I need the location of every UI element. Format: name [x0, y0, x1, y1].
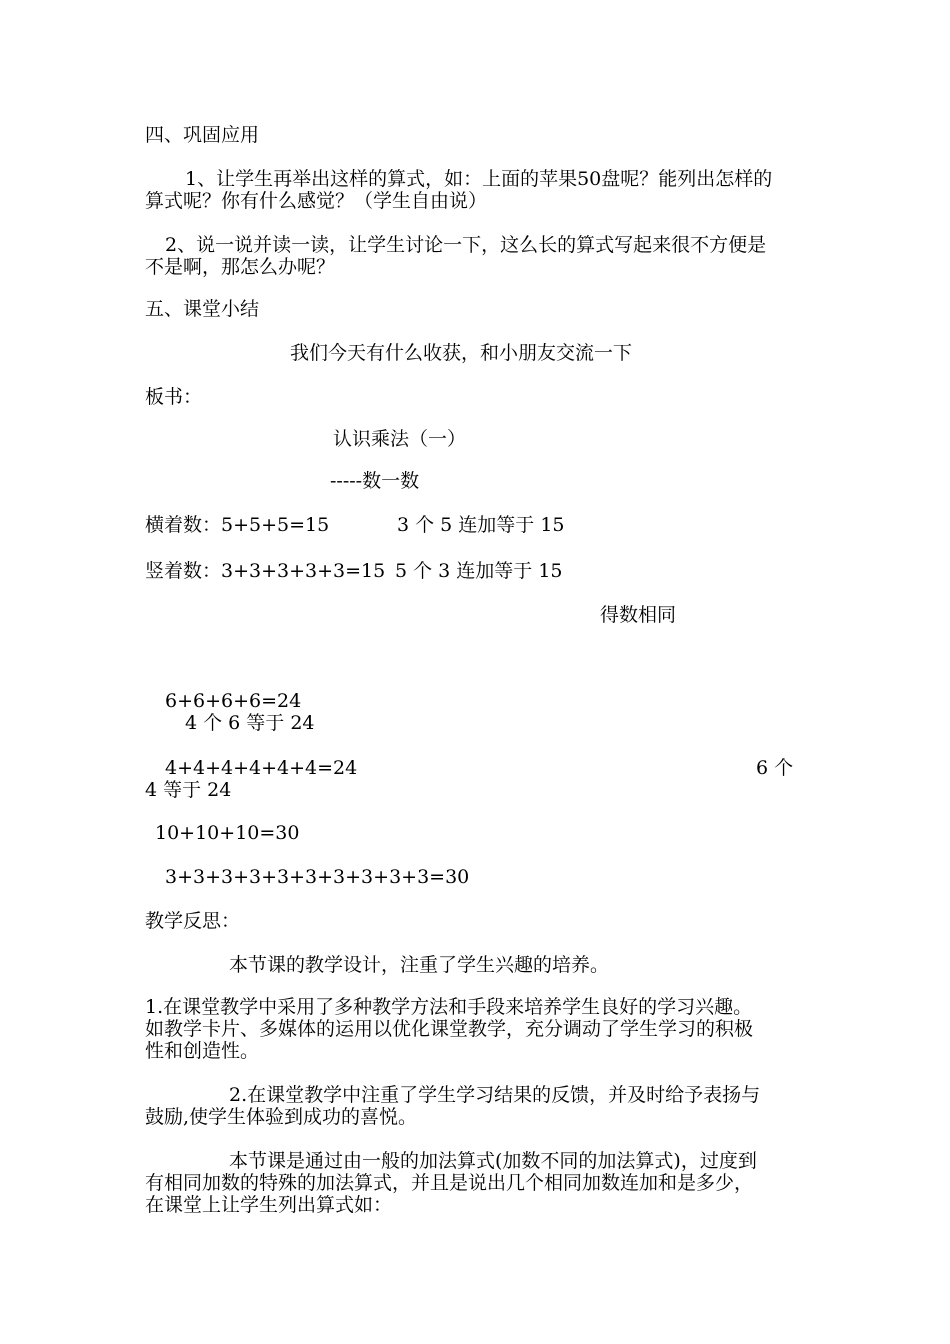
reflection-p1-line2: 如教学卡片、多媒体的运用以优化课堂教学，充分调动了学生学习的积极	[145, 1018, 754, 1040]
example2-description-part2: 4 等于 24	[145, 779, 232, 801]
example1-formula: 6+6+6+6=24	[165, 690, 302, 712]
section5-summary: 我们今天有什么收获，和小朋友交流一下	[290, 342, 633, 364]
example2-description-part1: 6 个	[756, 757, 794, 779]
reflection-p1-line1: 1.在课堂教学中采用了多种教学方法和手段来培养学生良好的学习兴趣。	[145, 996, 753, 1018]
reflection-p3-line2: 有相同加数的特殊的加法算式，并且是说出几个相同加数连加和是多少，	[145, 1172, 754, 1194]
example4-formula: 3+3+3+3+3+3+3+3+3+3=30	[165, 866, 470, 888]
section5-heading: 五、课堂小结	[145, 298, 260, 320]
board-row2-left: 竖着数：3+3+3+3+3=15	[145, 560, 386, 582]
example2-formula: 4+4+4+4+4+4=24	[165, 757, 358, 779]
reflection-p2-line1: 2.在课堂教学中注重了学生学习结果的反馈，并及时给予表扬与	[229, 1084, 761, 1106]
board-subtitle: -----数一数	[330, 470, 420, 492]
example1-description: 4 个 6 等于 24	[185, 712, 315, 734]
board-row2-right: 5 个 3 连加等于 15	[395, 560, 563, 582]
section4-item2-line2: 不是啊，那怎么办呢？	[145, 256, 336, 278]
board-label: 板书：	[145, 386, 203, 408]
example3-formula: 10+10+10=30	[155, 822, 300, 844]
board-row1-left: 横着数：5+5+5=15	[145, 514, 330, 536]
section4-item2-line1: 2、说一说并读一读，让学生讨论一下，这么长的算式写起来很不方便是	[165, 234, 767, 256]
section4-item1-line1: 1、让学生再举出这样的算式，如：上面的苹果50盘呢？能列出怎样的	[185, 168, 773, 190]
reflection-p2-line2: 鼓励,使学生体验到成功的喜悦。	[145, 1106, 418, 1128]
reflection-p1-line3: 性和创造性。	[145, 1040, 260, 1062]
reflection-intro: 本节课的教学设计，注重了学生兴趣的培养。	[229, 954, 610, 976]
reflection-label: 教学反思：	[145, 910, 241, 932]
section4-heading: 四、巩固应用	[145, 124, 260, 146]
reflection-p3-line3: 在课堂上让学生列出算式如：	[145, 1194, 393, 1216]
reflection-p3-line1: 本节课是通过由一般的加法算式(加数不同的加法算式)，过度到	[229, 1150, 757, 1172]
board-row1-right: 3 个 5 连加等于 15	[397, 514, 565, 536]
section4-item1-line2: 算式呢？你有什么感觉？（学生自由说）	[145, 190, 488, 212]
board-same-result: 得数相同	[600, 604, 677, 626]
board-title: 认识乘法（一）	[333, 428, 467, 450]
